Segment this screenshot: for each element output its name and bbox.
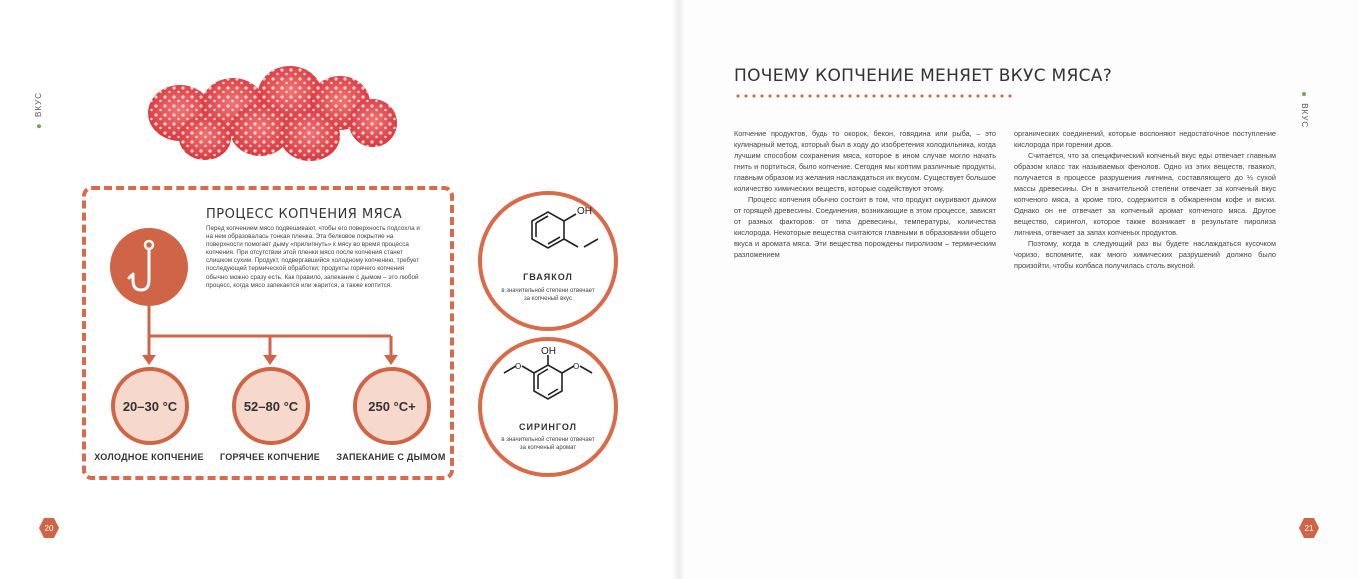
title-dotted-rule	[734, 94, 1016, 98]
temp-circle-bake: 250 °C+	[353, 367, 431, 445]
article-column-2	[1014, 128, 1276, 271]
paragraph: Считается, что за специфический копченый вкус еды отвечает главным образом класс так называемых фенолов. Одно из этих веществ, гваякол, получается в процессе разрушения лигнина, составляющего до ⅓ сухой массы древесины. Он в значительной степени отвечает за копченый вкус копченого мяса, а кроме того, содержится в обжаренном кофе и виски. Однако он не отвечает за копченый аромат копченого мяса. Другое вещество, сирингол, которое также возникает в результате пиролиза лигнина, отвечает за запах копченых продуктов.	[1014, 151, 1276, 237]
paragraph: Поэтому, когда в следующий раз вы будете наслаждаться кусочком чоризо, вспомните, как много химических разрушений должно было произойти, чтобы колбаса получилась столь вкусной.	[1014, 239, 1276, 270]
svg-text:O: O	[515, 362, 522, 371]
method-label-bake: ЗАПЕКАНИЕ С ДЫМОМ	[336, 452, 446, 462]
chemical-description: в значительной степени отвечает за копченый аромат	[501, 437, 595, 451]
svg-text:O: O	[573, 362, 580, 371]
right-page	[679, 0, 1358, 579]
method-label-cold: ХОЛОДНОЕ КОПЧЕНИЕ	[94, 452, 204, 462]
page-number-left: 20	[38, 517, 60, 539]
syringol-oh-label: OH	[541, 346, 556, 357]
paragraph: органических соединений, которые воспоняют недостаточное поступление кислорода при горении дров.	[1014, 129, 1276, 149]
article-title: ПОЧЕМУ КОПЧЕНИЕ МЕНЯЕТ ВКУС МЯСА?	[734, 66, 1113, 86]
guaiacol-circle	[478, 191, 618, 331]
chemical-name: СИРИНГОЛ	[518, 422, 577, 432]
syringol-structure-icon	[482, 343, 614, 423]
guaiacol-oh-label: OH	[577, 206, 592, 217]
side-tab-right: ВКУС	[1300, 92, 1309, 128]
page-number-right: 21	[1298, 517, 1320, 539]
temp-circle-hot: 52–80 °C	[232, 367, 310, 445]
process-title: ПРОЦЕСС КОПЧЕНИЯ МЯСА	[206, 207, 403, 222]
article-column-1	[734, 128, 996, 260]
temp-circle-cold: 20–30 °C	[111, 367, 189, 445]
side-tab-left: ВКУС	[34, 92, 43, 128]
syringol-circle	[478, 337, 618, 477]
process-text: Перед копчением мясо подвешивают, чтобы его поверхность подсохла и на нем образовалась тонкая пленка. Эта белковое покрытие на поверхности помогает дыму «прилипнуть» к мясу во время процесса копчения. При отсутствии этой пленки мясо после копчения станет слишком сухим. Продукт, подвергавшийся холодному копчению, требует последующей термической обработки; продукты горячего копчения обычно можно сразу есть. Как правило, запекание с дымом – это любой процесс, когда мясо запекается или жарится, а также коптится.	[206, 225, 420, 289]
chemical-description: в значительной степени отвечает за копченый вкус	[501, 288, 595, 302]
paragraph: Процесс копчения обычно состоит в том, что продукт окуривают дымом от горящей древесины. Соединения, возникающие в этом процессе, зависят от разных факторов: от типа древесины, температуры, количества кислорода. Некоторые вещества считаются главными в образовании общего вкуса и аромата мяса. Эти вещества порождены пиролизом – термическим разложением	[734, 195, 996, 259]
chemical-name: ГВАЯКОЛ	[523, 272, 573, 282]
method-label-hot: ГОРЯЧЕЕ КОПЧЕНИЕ	[219, 452, 321, 462]
green-dot-icon	[1302, 92, 1306, 96]
guaiacol-structure-icon	[482, 199, 614, 279]
paragraph: Копчение продуктов, будь то окорок, бекон, говядина или рыба, – это кулинарный метод, который был в ходу до изобретения холодильника, когда лучшим способом сохранения мяса, которое в ином случае могло начать гнить и портиться, было копчение. Сегодня мы коптим различные продукты, главным образом из желания наслаждаться их вкусом. Существует большое количество химических веществ, которые содействуют этому.	[734, 129, 996, 193]
